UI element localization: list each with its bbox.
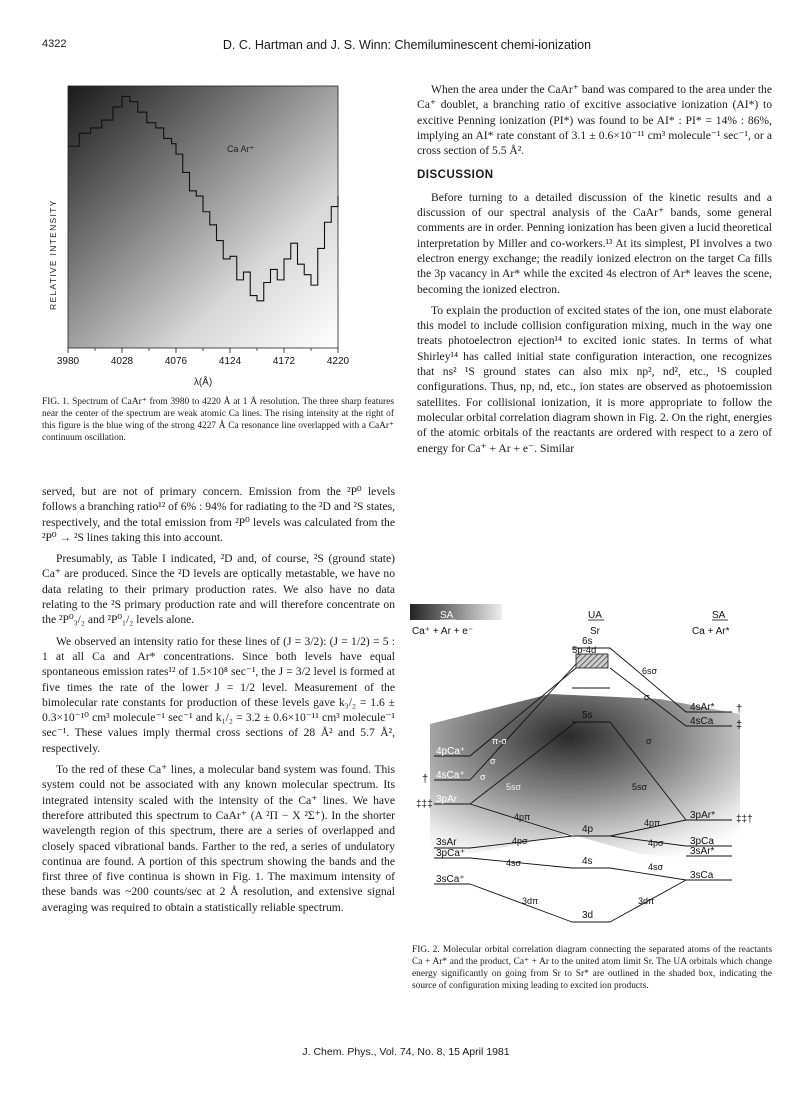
orbital-label: 6sσ <box>642 666 658 676</box>
y-axis-label: RELATIVE INTENSITY <box>48 199 58 310</box>
right-level-label: 3pCa <box>690 836 714 847</box>
x-axis-label: λ(Å) <box>193 377 213 388</box>
paragraph: We observed an intensity ratio for these lines of (J = 3/2): (J = 1/2) = 5 : 1 at all Ca and Ar* concentrations. Since both levels have equal spontaneous emission rates¹² of 1.5×10⁸ sec⁻¹, the J = 3/2 level is formed at five times the rate of the lower J = 1/2 level. Measurement of the bimolecular rate constants for production of these levels gave k₃/₂ = 1.6 ± 0.3×10⁻¹⁰ cm³ molecule⁻¹ sec⁻¹ and k₁/₂ = 3.2 ± 0.6×10⁻¹¹ cm³ molecule⁻¹ sec⁻¹. These values imply thermal cross sections of 28 Å² and 5.7 Å², respectively. <box>42 634 395 755</box>
orbital-label: 4pπ <box>644 818 661 828</box>
ua-level-label: 4s <box>582 856 593 867</box>
orbital-label: 4pπ <box>514 812 531 822</box>
left-column <box>42 484 395 921</box>
page-footer: J. Chem. Phys., Vol. 74, No. 8, 15 April 1981 <box>302 1046 510 1058</box>
right-column <box>417 82 772 462</box>
orbital-label: 5sσ <box>632 782 648 792</box>
orbital-label: 3dπ <box>522 896 539 906</box>
left-marker: ‡‡‡ <box>416 799 433 810</box>
orbital-label: σ <box>644 692 650 702</box>
right-marker: ‡ <box>736 719 743 731</box>
ua-level-label: 6s <box>582 636 593 647</box>
x-tick-label: 4076 <box>164 356 188 367</box>
figure-2-caption-label: FIG. 2. <box>412 945 440 955</box>
orbital-label: σ <box>646 736 652 746</box>
figure-1-caption <box>42 396 394 444</box>
header-shading <box>410 604 502 620</box>
figure-1-shading <box>68 86 338 348</box>
orbital-label: 5sσ <box>506 782 522 792</box>
paragraph: When the area under the CaAr⁺ band was compared to the area under the Ca⁺ doublet, a branching ratio of excitive associative ionization (AI*) to excitive Penning ionization (PI*) was found to be AI* : PI* = 14% : 86%, implying an AI* rate constant of 3.1 ± 0.6×10⁻¹¹ cm³ molecule⁻¹ sec⁻¹, or a cross section of 5.5 Å². <box>417 83 772 158</box>
orbital-label: π-σ <box>492 736 507 746</box>
running-header <box>42 38 772 56</box>
ua-level-label: 5p-4d <box>572 645 597 656</box>
paragraph: Presumably, as Table I indicated, ²D and, of course, ²S (ground state) Ca⁺ are produced. Since the ²D levels are optically metastable, we have no data relating to their primary production rates. We also have no data relating to the ²S primary production rate and will therefore concentrate on the ²P⁰₃/₂ and ²P⁰₁/₂ levels alone. <box>42 552 395 627</box>
right-level-label: 3pAr* <box>690 810 716 821</box>
orbital-label: σ <box>480 772 486 782</box>
ua-level-label: 5s <box>582 710 593 721</box>
ua-box-5p4d <box>576 654 608 668</box>
left-column-head: SA <box>440 610 454 621</box>
left-level-label: 3pAr <box>436 794 458 805</box>
right-level-label: 3sAr* <box>690 846 715 857</box>
left-marker: † <box>422 773 429 785</box>
mid-column-sub: Sr <box>590 626 600 637</box>
ua-level-label: 4p <box>582 824 594 835</box>
orbital-label: σ <box>490 756 496 766</box>
x-tick-label: 4220 <box>326 356 350 367</box>
paragraph: Before turning to a detailed discussion of the kinetic results and a discussion of our spectral analysis of the CaAr⁺ bands, some general comments are in order. Penning ionization has been given a lucid theoretical interpretation by Miller and co-workers.¹³ At its simplest, PI involves a two electron energy exchange; the readily ionized electron on the target Ca fills the 3p vacancy in Ar* while the excited 4s electron of Ar* leaves the scene, becoming the ionized electron. <box>417 190 772 296</box>
figure-1-caption-text: Spectrum of CaAr⁺ from 3980 to 4220 Å at 1 Å resolution. The three sharp features near the center of the spectrum are weak atomic Ca lines. The rising intensity at the right of this figure is the blue wing of the strong 4227 Å Ca resonance line overlapped with a CaAr⁺ continuum oscillation. <box>42 397 394 443</box>
right-marker: ‡‡† <box>736 814 753 825</box>
x-tick-label: 4028 <box>110 356 134 367</box>
right-level-label: 4sAr* <box>690 702 715 713</box>
paragraph: To the red of these Ca⁺ lines, a molecular band system was found. This system could not be associated with any known molecular spectrum. Its integrated intensity scaled with the intensity of the Ca⁺ lines. We have therefore attributed this spectrum to CaAr⁺ (A ²Π − X ²Σ⁺). In the shorter wavelength region of this spectrum, there are a series of overlapped and closely spaced vibrational bands. Farther to the red, a series of undulatory continua are found. A portion of this spectrum showing the bands and the first three of five continua is shown in Fig. 1. The maximum intensity of these bands was ~200 counts/sec at 2 Å resolution, and extensive signal averaging was required to obtain a statistically reliable spectrum. <box>42 763 395 914</box>
band-label: Ca Ar⁺ <box>227 144 255 154</box>
right-level-label: 4sCa <box>690 716 714 727</box>
orbital-label: 4sσ <box>648 862 664 872</box>
left-level-label: 3pCa⁺ <box>436 848 466 859</box>
right-column-head: SA <box>712 610 726 621</box>
section-heading: DISCUSSION <box>417 169 494 182</box>
left-column-sub: Ca⁺ + Ar + e⁻ <box>412 626 474 637</box>
left-level-label: 3sCa⁺ <box>436 874 465 885</box>
figure-2-diagram <box>410 604 780 934</box>
left-level-label: 3sAr <box>436 837 457 848</box>
figure-2-caption-text: Molecular orbital correlation diagram connecting the separated atoms of the reactants Ca + Ar* and the product, Ca⁺ + Ar to the united atom limit Sr. The UA orbitals which change energy significantly on going from Sr to Sr* are outlined in the shaded box, indicating the source of configuration mixing leading to excited ion products. <box>412 945 772 991</box>
orbital-label: 3dπ <box>638 896 655 906</box>
figure-1 <box>42 80 382 390</box>
figure-2 <box>410 604 780 934</box>
paragraph: To explain the production of excited states of the ion, one must elaborate this model to include collision configuration mixing, much in the way one treats photoelectron ejection¹⁴ to excited ionic states. In terms of what Shirley¹⁴ has called initial state configuration interaction, one recognizes that ns² ¹S ground states can also mix np², nd², etc., ¹S coupled configurations. Thus, np, nd, etc., ion states are observed as photoemission satellites. For collisional ionization, it is more appropriate to follow the molecular orbital correlation diagram shown in Fig. 2. On the right, energies of the atomic orbitals of the reactants are ordered with respect to a zero of energy for Ca⁺ + Ar + e⁻. Similar <box>417 303 772 455</box>
left-level-label: 4pCa⁺ <box>436 746 466 757</box>
orbital-label: 4sσ <box>506 858 522 868</box>
figure-1-chart <box>42 80 382 390</box>
orbital-label: 4pσ <box>512 836 528 846</box>
x-tick-label: 4172 <box>272 356 296 367</box>
page-number: 4322 <box>42 38 67 50</box>
left-level-label: 4sCa⁺ <box>436 770 465 781</box>
figure-1-caption-label: FIG. 1. <box>42 397 70 407</box>
x-tick-label: 3980 <box>56 356 80 367</box>
orbital-label: 4pσ <box>648 838 664 848</box>
mid-column-head: UA <box>588 610 602 621</box>
running-title: D. C. Hartman and J. S. Winn: Chemiluminescent chemi-ionization <box>222 38 592 52</box>
figure-2-caption <box>412 944 772 992</box>
right-column-sub: Ca + Ar* <box>692 626 730 637</box>
paragraph: served, but are not of primary concern. Emission from the ²P⁰ levels follows a branching ratio¹² of 6% : 94% for radiating to the ²D and ²S states, respectively, and the total emission from ²P⁰ levels was calculated from the ²P⁰ → ²S lines taking this into account. <box>42 485 395 544</box>
right-level-label: 3sCa <box>690 870 714 881</box>
ua-level-label: 3d <box>582 910 594 921</box>
right-marker: † <box>736 703 743 715</box>
x-axis-ticks <box>57 348 350 367</box>
x-tick-label: 4124 <box>218 356 242 367</box>
